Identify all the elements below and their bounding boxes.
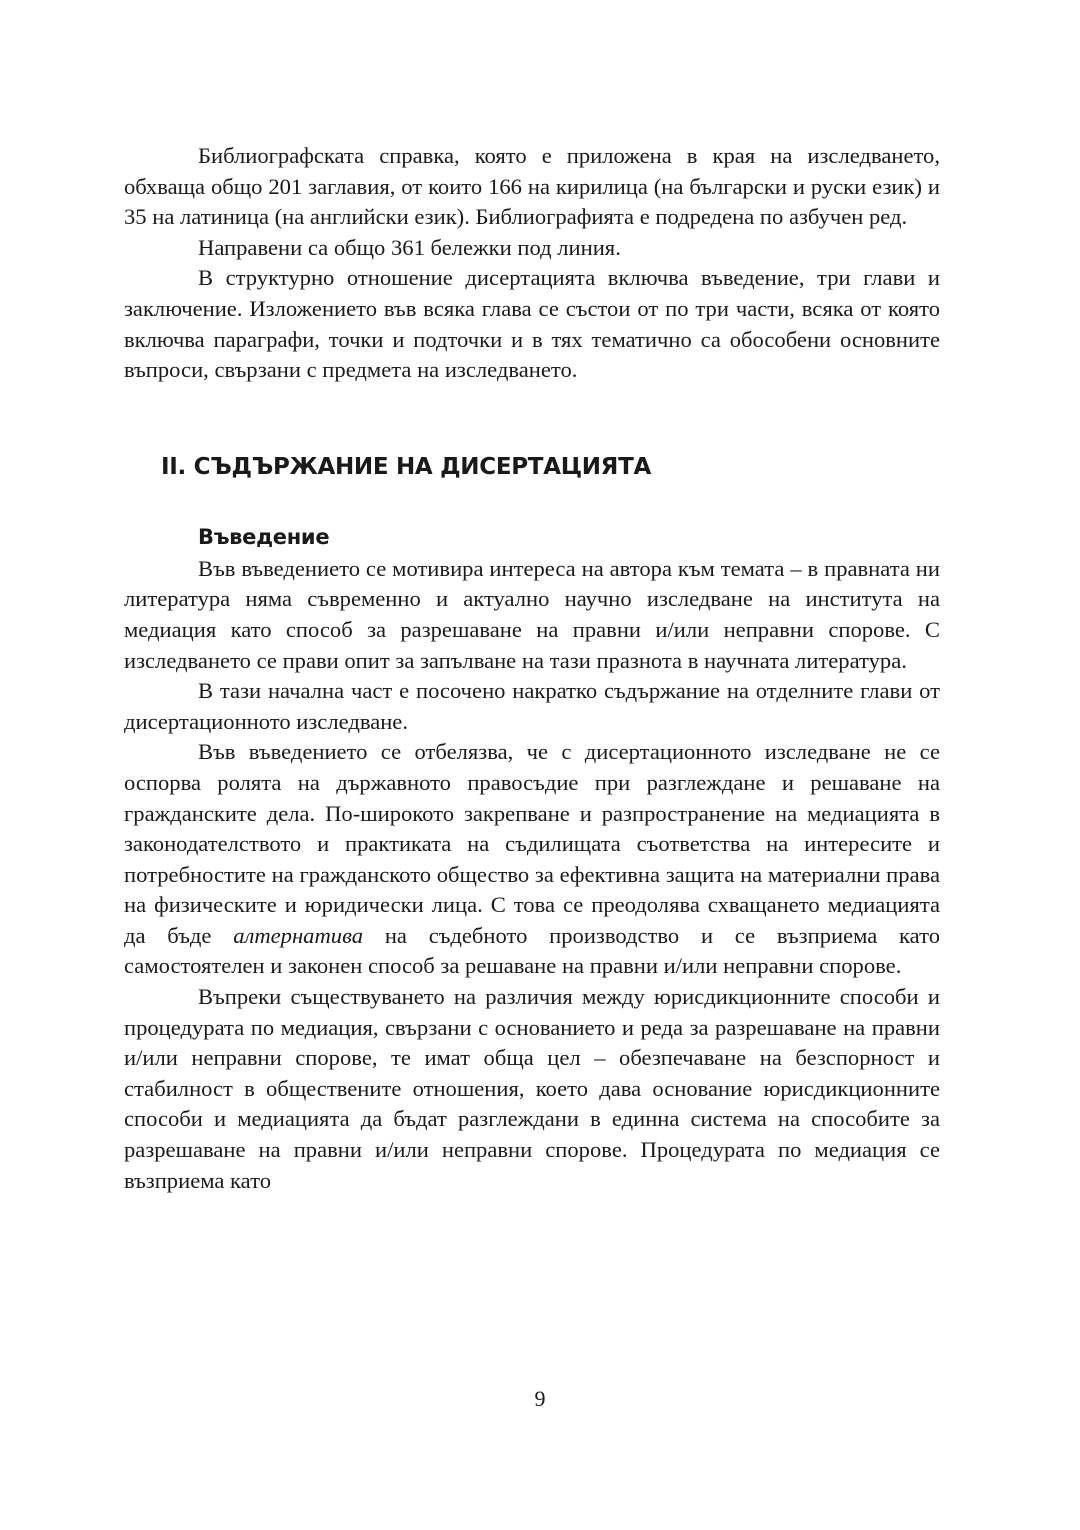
mediation-italic-term: алтернатива: [233, 922, 364, 948]
mediation-text-before: Във въведението се отбелязва, че с дисертационното изследване не се оспорва ролята на държавното правосъдие при разглеждане и решаване на гражданските дела. По-широкото закрепване и разпространение на медиацията в законодателството и практиката на съдилищата съответства на интересите и потребностите на гражданското общество за ефективна защита на материални права на физическите и юридически лица. С това се преодолява схващането медиацията да бъде: [124, 739, 940, 948]
mediation-text-after: на съдебното производство и се възприема като самостоятелен и законен способ за решаване на правни и/или неправни спорове.: [124, 922, 940, 979]
bibliography-paragraph: Библиографската справка, която е приложена в края на изследването, обхваща общо 201 заглавия, от които 166 на кирилица (на български и руски език) и 35 на латиница (на английски език). Библиографията е подредена по азбучен ред.: [124, 143, 940, 230]
intro-jurisdiction-paragraph: Въпреки съществуването на различия между юрисдикционните способи и процедурата по медиация, свързани с основанието и реда за разрешаване на правни и/или неправни спорове, те имат обща цел – обезпечаване на безспорност и стабилност в обществените отношения, което дава основание юрисдикционните способи и медиацията да бъдат разглеждани в единна система на способите за разрешаване на правни и/или неправни спорове. Процедурата по медиация се възприема като: [124, 984, 940, 1193]
intro-motivation-paragraph: Във въведението се мотивира интереса на автора към темата – в правната ни литература няма съвременно и актуално научно изследване на института на медиация като способ за разрешаване на правни и/или неправни спорове. С изследването се прави опит за запълване на тази празнота в научната литература.: [124, 555, 940, 673]
footnotes-paragraph: Направени са общо 361 бележки под линия.: [198, 234, 621, 260]
intro-contents-paragraph: В тази начална част е посочено накратко съдържание на отделните глави от дисертационното изследване.: [124, 678, 940, 734]
section-heading: II. СЪДЪРЖАНИЕ НА ДИСЕРТАЦИЯТА: [161, 453, 651, 480]
structure-paragraph: В структурно отношение дисертацията включва въведение, три глави и заключение. Изложението във всяка глава се състои от по три части, всяка от която включва параграфи, точки и подточки и в тях тематично са обособени основните въпроси, свързани с предмета на изследването.: [124, 265, 940, 383]
page-number: 9: [534, 1386, 546, 1411]
intro-mediation-paragraph: [124, 737, 940, 982]
introduction-body: [124, 554, 940, 1196]
subsection-heading: Въведение: [198, 524, 330, 549]
document-page: [124, 141, 940, 1196]
